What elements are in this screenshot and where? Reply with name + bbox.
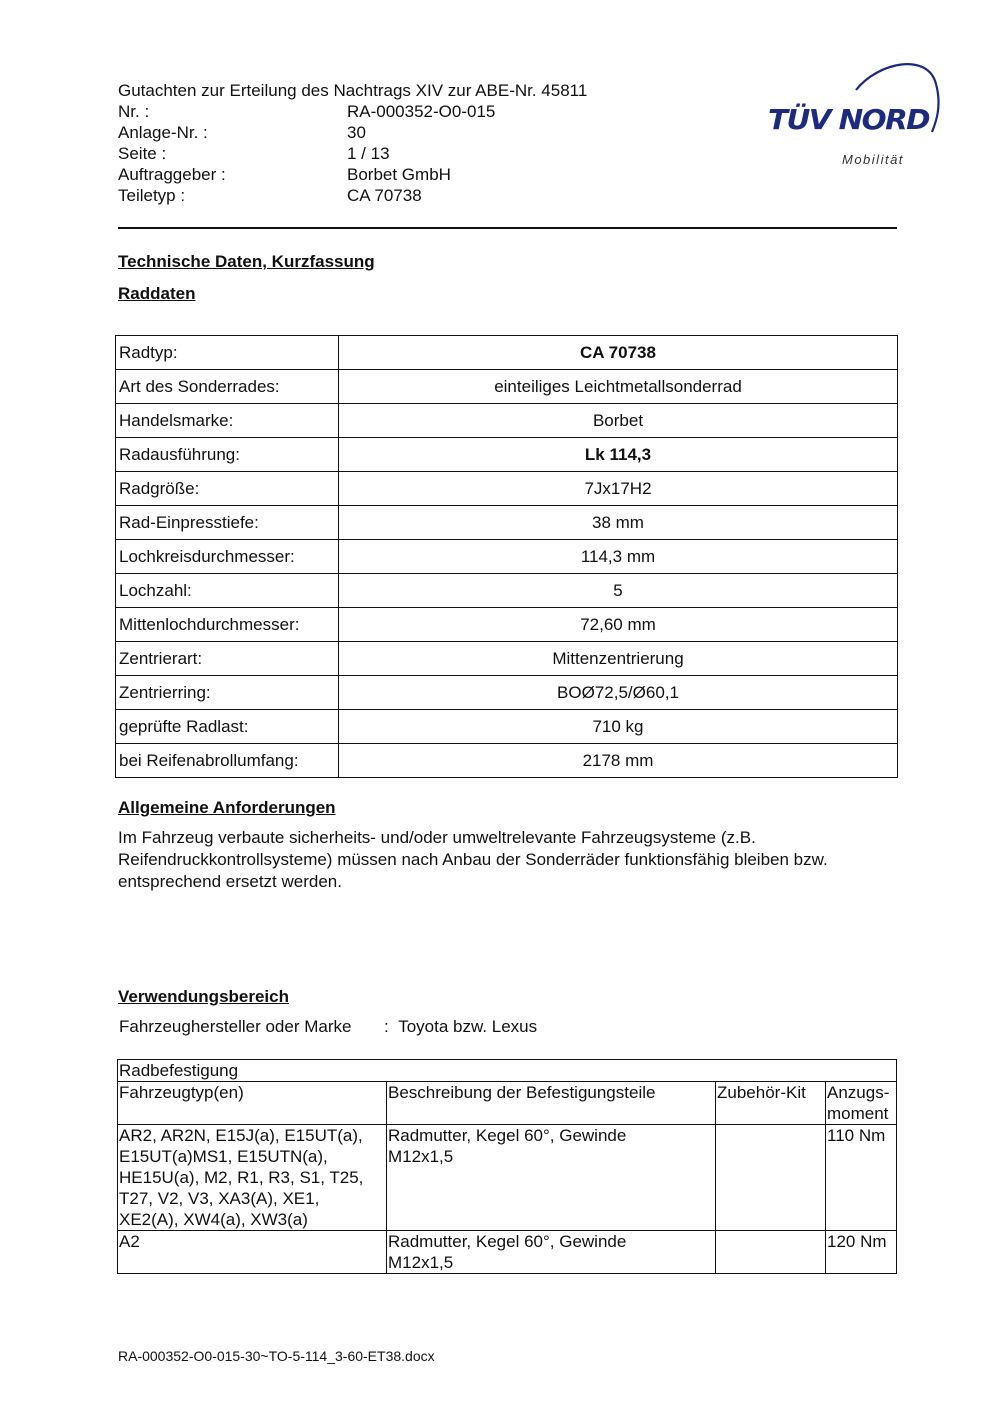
header-info-row xyxy=(118,185,495,206)
tuev-nord-logo xyxy=(760,56,950,176)
fastening-description xyxy=(387,1231,716,1274)
description-line: Radmutter, Kegel 60°, Gewinde xyxy=(388,1232,627,1251)
report-title: Gutachten zur Erteilung des Nachtrags XIV zur ABE-Nr. 45811 xyxy=(118,81,588,100)
wheel-data-row xyxy=(116,574,898,608)
requirements-line: Reifendruckkontrollsysteme) müssen nach Anbau der Sonderräder funktionsfähig bleiben bzw. xyxy=(118,850,828,869)
header-info-label: Anlage-Nr. : xyxy=(118,123,208,142)
wheel-data-value: 114,3 mm xyxy=(339,540,898,574)
header-info-value: Borbet GmbH xyxy=(347,165,451,184)
vehicle-type-line: AR2, AR2N, E15J(a), E15UT(a), xyxy=(119,1126,363,1145)
section-heading-technical-data: Technische Daten, Kurzfassung xyxy=(118,252,375,271)
manufacturer-line xyxy=(119,1016,537,1038)
fastening-kit xyxy=(716,1231,826,1274)
wheel-data-value: 710 kg xyxy=(339,710,898,744)
fastening-title-row xyxy=(118,1060,897,1082)
vehicle-type-line: T27, V2, V3, XA3(A), XE1, xyxy=(119,1189,320,1208)
wheel-data-label: Art des Sonderrades: xyxy=(116,370,339,404)
wheel-data-row xyxy=(116,404,898,438)
header-torque-line: Anzugs- xyxy=(827,1083,890,1102)
header-info-row xyxy=(118,164,495,185)
header-description: Beschreibung der Befestigungsteile xyxy=(387,1082,716,1125)
header-info-label: Teiletyp : xyxy=(118,186,186,205)
section-heading-wheel-data: Raddaten xyxy=(118,284,196,303)
fastening-vehicle-types xyxy=(118,1125,387,1231)
requirements-text xyxy=(118,827,908,893)
wheel-data-row xyxy=(116,370,898,404)
wheel-data-label: Handelsmarke: xyxy=(116,404,339,438)
fastening-kit xyxy=(716,1125,826,1231)
wheel-data-row xyxy=(116,642,898,676)
wheel-data-value: 38 mm xyxy=(339,506,898,540)
vehicle-type-line: XE2(A), XW4(a), XW3(a) xyxy=(119,1210,308,1229)
fastening-torque: 110 Nm xyxy=(826,1125,897,1231)
header-torque xyxy=(826,1082,897,1125)
wheel-data-label: Lochkreisdurchmesser: xyxy=(116,540,339,574)
wheel-data-row xyxy=(116,438,898,472)
wheel-data-label: Rad-Einpresstiefe: xyxy=(116,506,339,540)
wheel-data-value: 5 xyxy=(339,574,898,608)
footer-filename: RA-000352-O0-015-30~TO-5-114_3-60-ET38.docx xyxy=(118,1348,435,1364)
header-kit: Zubehör-Kit xyxy=(716,1082,826,1125)
wheel-data-value: Lk 114,3 xyxy=(339,438,898,472)
header-info-row xyxy=(118,101,495,122)
logo-subtitle: Mobilität xyxy=(842,152,904,167)
section-heading-usage: Verwendungsbereich xyxy=(118,987,289,1006)
wheel-data-row xyxy=(116,710,898,744)
wheel-data-value: 7Jx17H2 xyxy=(339,472,898,506)
wheel-data-label: Lochzahl: xyxy=(116,574,339,608)
manufacturer-label: Fahrzeughersteller oder Marke xyxy=(119,1017,352,1036)
wheel-data-row xyxy=(116,744,898,778)
fastening-header-row xyxy=(118,1082,897,1125)
header-info-label: Seite : xyxy=(118,144,167,163)
wheel-data-label: Radgröße: xyxy=(116,472,339,506)
wheel-data-row xyxy=(116,540,898,574)
wheel-data-value: 72,60 mm xyxy=(339,608,898,642)
wheel-data-label: Zentrierart: xyxy=(116,642,339,676)
wheel-data-value: BOØ72,5/Ø60,1 xyxy=(339,676,898,710)
fastening-vehicle-types xyxy=(118,1231,387,1274)
header-info-table xyxy=(118,101,495,206)
description-line: Radmutter, Kegel 60°, Gewinde xyxy=(388,1126,627,1145)
header-torque-line: moment xyxy=(827,1104,889,1123)
fastening-title: Radbefestigung xyxy=(118,1060,897,1082)
header-info-row xyxy=(118,143,495,164)
wheel-data-value: 2178 mm xyxy=(339,744,898,778)
header-info-row xyxy=(118,122,495,143)
wheel-data-label: Radtyp: xyxy=(116,336,339,370)
wheel-data-label: Zentrierring: xyxy=(116,676,339,710)
wheel-data-row xyxy=(116,676,898,710)
header-info-value: 1 / 13 xyxy=(347,144,390,163)
wheel-data-value: Borbet xyxy=(339,404,898,438)
wheel-data-value: Mittenzentrierung xyxy=(339,642,898,676)
wheel-data-value: einteiliges Leichtmetallsonderrad xyxy=(339,370,898,404)
wheel-data-label: geprüfte Radlast: xyxy=(116,710,339,744)
fastening-table xyxy=(117,1059,897,1274)
description-line: M12x1,5 xyxy=(388,1253,454,1272)
fastening-torque: 120 Nm xyxy=(826,1231,897,1274)
fastening-description xyxy=(387,1125,716,1231)
header-divider xyxy=(118,227,897,229)
fastening-row xyxy=(118,1231,897,1274)
wheel-data-label: bei Reifenabrollumfang: xyxy=(116,744,339,778)
manufacturer-value: Toyota bzw. Lexus xyxy=(398,1017,538,1036)
wheel-data-table xyxy=(115,335,898,778)
wheel-data-row xyxy=(116,506,898,540)
requirements-line: Im Fahrzeug verbaute sicherheits- und/oder umweltrelevante Fahrzeugsysteme (z.B. xyxy=(118,828,756,847)
vehicle-type-line: HE15U(a), M2, R1, R3, S1, T25, xyxy=(119,1168,364,1187)
vehicle-type-line: A2 xyxy=(119,1232,140,1251)
section-heading-requirements: Allgemeine Anforderungen xyxy=(118,798,336,817)
wheel-data-row xyxy=(116,336,898,370)
header-info-value: 30 xyxy=(347,123,366,142)
header-info-label: Nr. : xyxy=(118,102,150,121)
wheel-data-label: Mittenlochdurchmesser: xyxy=(116,608,339,642)
header-vehicle-type: Fahrzeugtyp(en) xyxy=(118,1082,387,1125)
fastening-row xyxy=(118,1125,897,1231)
description-line: M12x1,5 xyxy=(388,1147,454,1166)
wheel-data-label: Radausführung: xyxy=(116,438,339,472)
wheel-data-row xyxy=(116,472,898,506)
header-info-label: Auftraggeber : xyxy=(118,165,226,184)
logo-wordmark: TÜV NORD xyxy=(768,103,929,136)
header-info-value: RA-000352-O0-015 xyxy=(347,102,496,121)
wheel-data-row xyxy=(116,608,898,642)
requirements-line: entsprechend ersetzt werden. xyxy=(118,872,342,891)
vehicle-type-line: E15UT(a)MS1, E15UTN(a), xyxy=(119,1147,328,1166)
manufacturer-separator: : xyxy=(384,1017,389,1036)
wheel-data-value: CA 70738 xyxy=(339,336,898,370)
header-info-value: CA 70738 xyxy=(347,186,422,205)
